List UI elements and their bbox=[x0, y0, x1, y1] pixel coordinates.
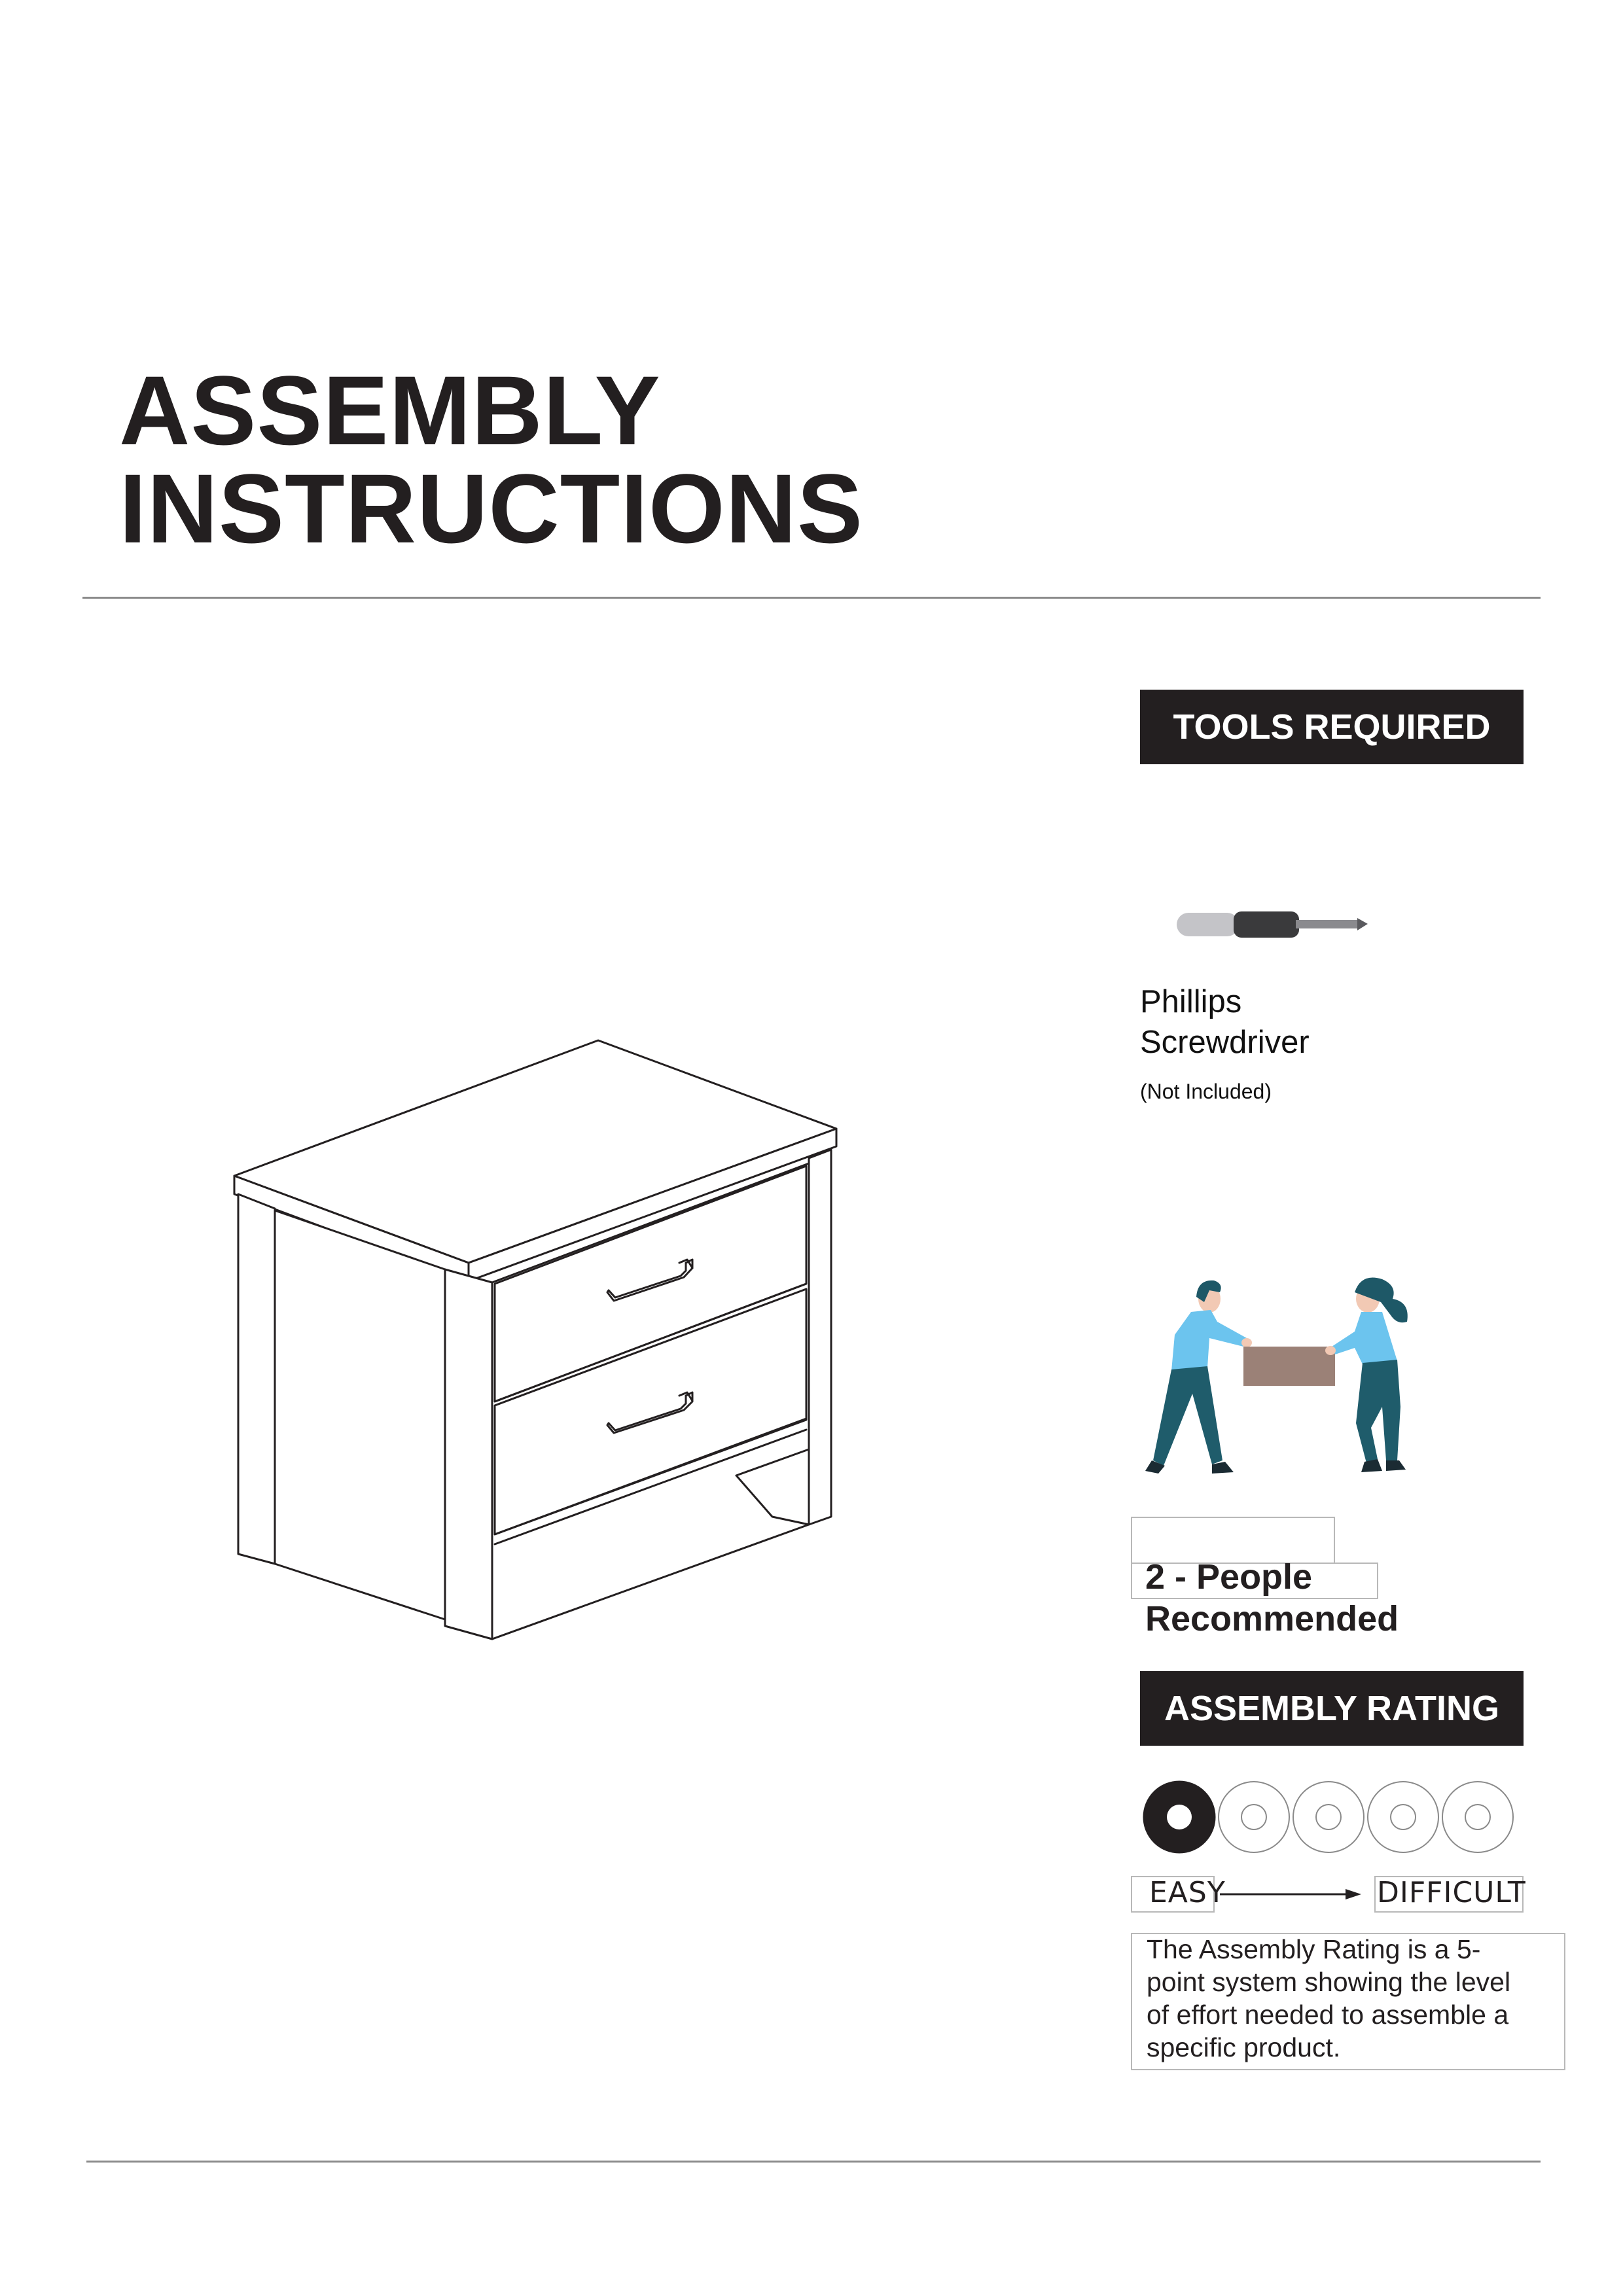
people-recommended-text: Recommended bbox=[1145, 1599, 1399, 1638]
difficult-label: DIFFICULT bbox=[1377, 1876, 1526, 1909]
assembly-rating-header: ASSEMBLY RATING bbox=[1140, 1671, 1524, 1746]
rating-circle-2-empty bbox=[1219, 1782, 1289, 1852]
tool-not-included-note: (Not Included) bbox=[1140, 1080, 1272, 1103]
tool-name-line-2: Screwdriver bbox=[1140, 1025, 1310, 1060]
title-line-2: INSTRUCTIONS bbox=[119, 453, 863, 563]
tools-required-header: TOOLS REQUIRED bbox=[1140, 690, 1524, 764]
top-divider bbox=[82, 597, 1541, 599]
easy-to-difficult-arrow-icon bbox=[1217, 1884, 1364, 1904]
two-people-carrying-box-icon bbox=[1139, 1269, 1433, 1492]
rating-circle-5-empty bbox=[1442, 1782, 1513, 1852]
phillips-screwdriver-icon bbox=[1171, 906, 1374, 945]
rating-description: The Assembly Rating is a 5-point system showing the level of effort needed to assemble a specific product. bbox=[1147, 1934, 1511, 2062]
rating-circle-4-empty bbox=[1368, 1782, 1438, 1852]
assembly-rating-scale bbox=[1139, 1776, 1525, 1862]
easy-label: EASY bbox=[1149, 1876, 1226, 1909]
rating-circle-1-filled bbox=[1144, 1782, 1215, 1852]
bottom-divider bbox=[86, 2161, 1541, 2163]
nightstand-illustration bbox=[223, 1031, 844, 1652]
people-count-text: 2 - People bbox=[1145, 1557, 1313, 1597]
title-line-1: ASSEMBLY bbox=[119, 355, 661, 465]
rating-circle-3-empty bbox=[1293, 1782, 1364, 1852]
tool-name-line-1: Phillips bbox=[1140, 984, 1242, 1019]
